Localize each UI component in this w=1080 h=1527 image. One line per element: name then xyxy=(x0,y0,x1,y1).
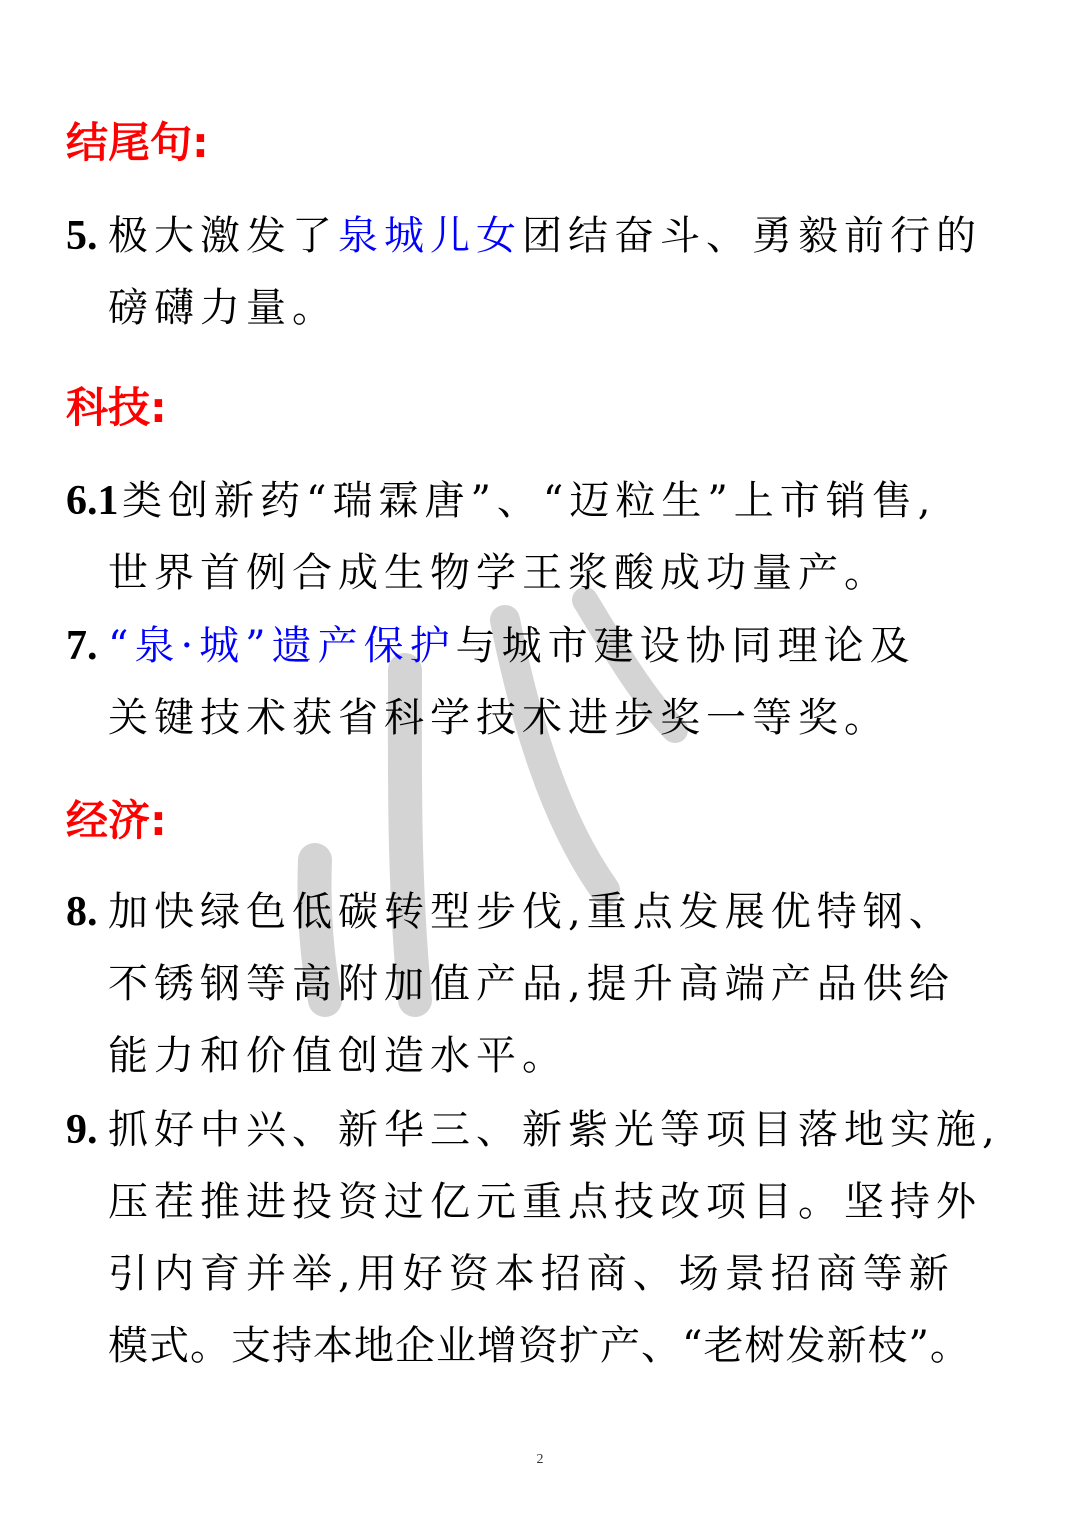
text-run: 模式。支持本地企业增资扩产、“老树发新枝”。 xyxy=(108,1323,971,1369)
text-run: 加快绿色低碳转型步伐,重点发展优特钢、 xyxy=(108,889,955,935)
item-number: 7. xyxy=(66,623,98,669)
item-number: 5. xyxy=(66,213,98,259)
item-line xyxy=(108,200,982,272)
item-line xyxy=(108,1310,1001,1382)
item-number: 8. xyxy=(66,889,98,935)
section-heading-economy: 经济: xyxy=(66,796,167,845)
item-line xyxy=(108,682,916,754)
text-run: 与城市建设协同理论及 xyxy=(455,623,916,669)
item-line xyxy=(108,610,916,682)
text-run: 类创新药“瑞霖唐”、“迈粒生”上市销售, xyxy=(122,478,937,524)
item-line xyxy=(122,465,937,537)
text-run: 引内育并举,用好资本招商、场景招商等新 xyxy=(108,1251,955,1297)
item-line xyxy=(108,876,955,948)
item-text xyxy=(108,200,982,344)
item-line xyxy=(108,1020,955,1092)
item-line xyxy=(108,1094,1001,1166)
item-number: 9. xyxy=(66,1107,98,1153)
text-run: 关键技术获省科学技术进步奖一等奖。 xyxy=(108,695,890,741)
item-text xyxy=(108,465,937,609)
item-line xyxy=(108,1238,1001,1310)
text-run: 能力和价值创造水平。 xyxy=(108,1033,568,1079)
item-line xyxy=(108,272,982,344)
highlighted-text: 泉城儿女 xyxy=(338,213,522,259)
section-heading-technology: 科技: xyxy=(66,383,167,432)
item-line xyxy=(108,948,955,1020)
item-text xyxy=(108,1094,1001,1382)
item-text xyxy=(108,876,955,1092)
highlighted-text: “泉·城”遗产保护 xyxy=(108,623,456,669)
text-run: 团结奋斗、勇毅前行的 xyxy=(522,213,982,259)
item-line xyxy=(108,1166,1001,1238)
section-heading-ending: 结尾句: xyxy=(66,118,209,167)
item-line xyxy=(108,537,937,609)
text-run: 抓好中兴、新华三、新紫光等项目落地实施, xyxy=(108,1107,1001,1153)
text-run: 不锈钢等高附加值产品,提升高端产品供给 xyxy=(108,961,955,1007)
text-run: 极大激发了 xyxy=(108,213,338,259)
page-number: 2 xyxy=(536,1452,544,1467)
text-run: 压茬推进投资过亿元重点技改项目。坚持外 xyxy=(108,1179,982,1225)
text-run: 世界首例合成生物学王浆酸成功量产。 xyxy=(108,550,890,596)
text-run: 磅礴力量。 xyxy=(108,285,338,331)
item-number: 6.1 xyxy=(66,478,119,524)
item-text xyxy=(108,610,916,754)
